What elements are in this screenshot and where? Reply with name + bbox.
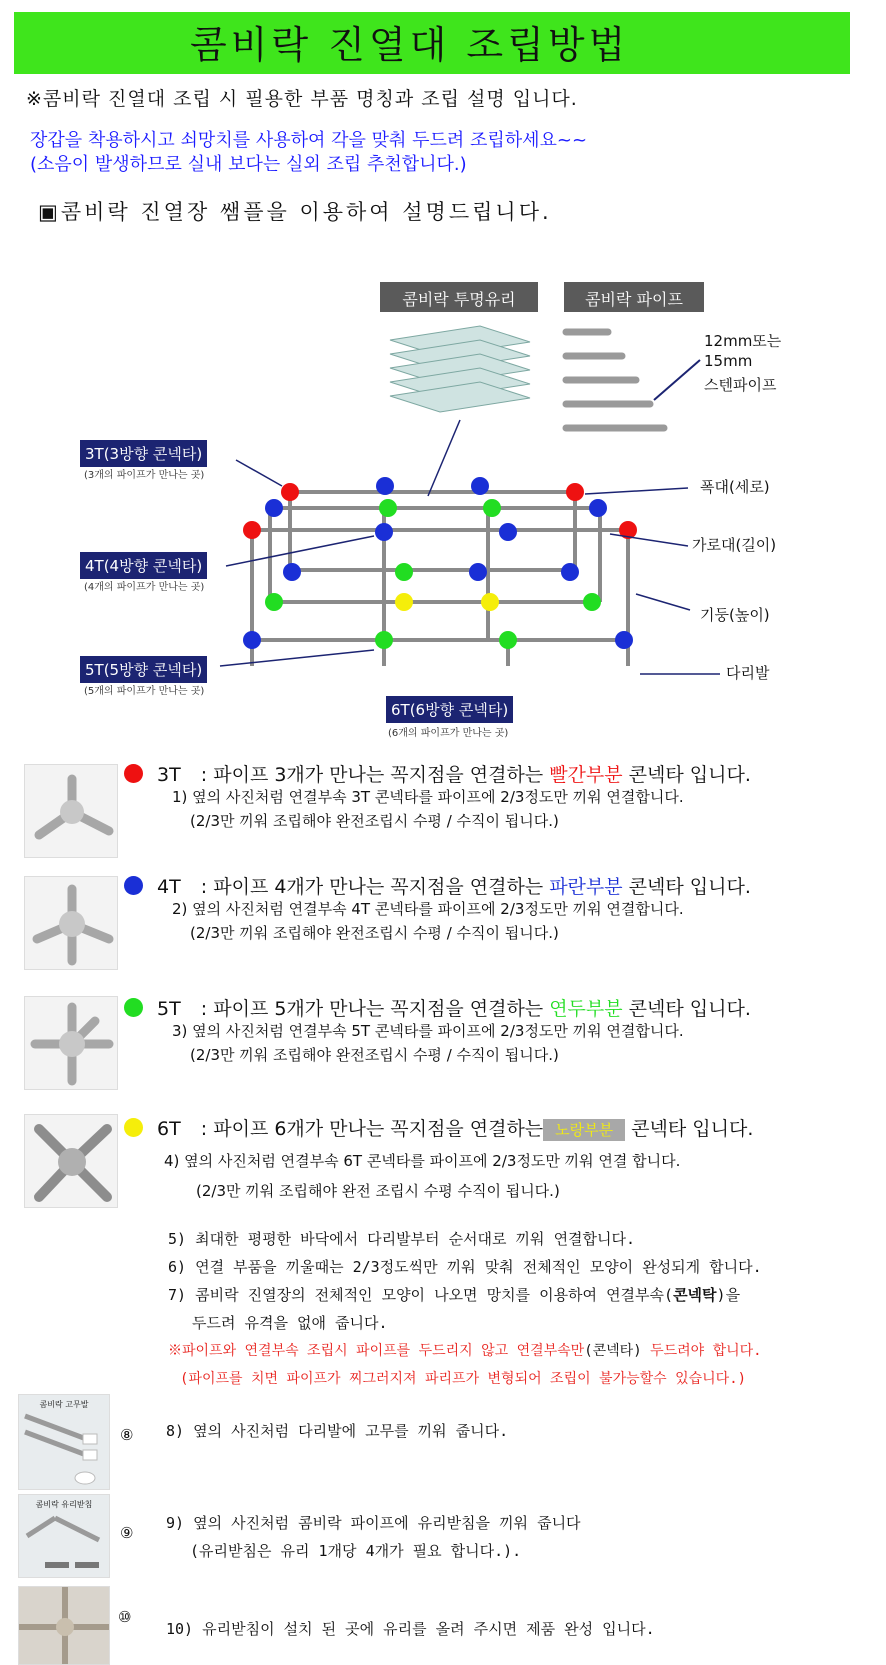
tip-line-1: 장갑을 착용하시고 쇠망치를 사용하여 각을 맞춰 두드려 조립하세요~~ [30, 130, 588, 151]
connector-desc: : 파이프 6개가 만나는 꼭지점을 연결하는 [200, 1118, 544, 1140]
warning-line-2: (파이프를 치면 파이프가 찌그러지져 파리프가 변형되어 조립이 불가능할수 있습니다.) [180, 1371, 747, 1387]
connector-6t-label: 6T(6방향 콘넥타) [386, 696, 513, 723]
connector-bold: 콘넥탁 [673, 1286, 717, 1304]
connector-5t-note: (5개의 파이프가 만나는 곳) [84, 686, 205, 697]
connector-code: 3T [157, 764, 181, 786]
step-9-note: (유리받침은 유리 1개당 4개가 필요 합니다.). [190, 1542, 522, 1560]
connector-5t-photo [24, 996, 118, 1090]
pipe-spec-1: 12mm또는 [704, 332, 782, 350]
green-dot-icon [124, 998, 143, 1017]
step-9: 9) 옆의 사진처럼 콤비락 파이프에 유리받침을 끼워 줍니다 [166, 1514, 581, 1532]
connector-4t-note: (4개의 파이프가 만나는 곳) [84, 582, 205, 593]
connector-5t-sub1: 3) 옆의 사진처럼 연결부속 5T 콘넥타를 파이프에 2/3정도만 끼워 연결합니다. [172, 1022, 684, 1040]
tip-line-2: (소음이 발생하므로 실내 보다는 실외 조립 추천합니다.) [30, 154, 467, 175]
warning-line-1: ※파이프와 연결부속 조립시 파이프를 두드리지 않고 연결부속만(콘넥타) 두드려야 합니다. [168, 1343, 762, 1359]
connector-3t-note: (3개의 파이프가 만나는 곳) [84, 470, 205, 481]
width-bar-label: 폭대(세로) [700, 478, 770, 496]
connector-desc-end: 콘넥타 입니다. [622, 876, 751, 898]
finished-product-photo [18, 1586, 110, 1665]
connector-highlight: 빨간부분 [549, 764, 623, 786]
connector-desc-end: 콘넥타 입니다. [622, 998, 751, 1020]
connector-desc-end: 콘넥타 입니다. [625, 1118, 754, 1140]
red-dot-icon [124, 764, 143, 783]
page-title: 콤비락 진열대 조립방법 [190, 23, 630, 67]
connector-code: 5T [157, 998, 181, 1020]
connector-code: 4T [157, 876, 181, 898]
connector-desc-end: 콘넥타 입니다. [622, 764, 751, 786]
glass-stack-illustration [390, 326, 530, 412]
connector-5t-sub2: (2/3만 끼워 조립해야 완전조립시 수평 / 수직이 됩니다.) [190, 1046, 559, 1064]
connector-3t-photo [24, 764, 118, 858]
intro-text: ※콤비락 진열대 조립 시 필용한 부품 명칭과 조립 설명 입니다. [26, 88, 578, 110]
connector-6t-row [124, 1114, 753, 1141]
leg-label: 다리발 [726, 664, 770, 682]
yellow-dot-icon [124, 1118, 143, 1137]
connector-dots [243, 477, 637, 649]
connector-3t-sub1: 1) 옆의 사진처럼 연결부속 3T 콘넥타를 파이프에 2/3정도만 끼워 연결합니다. [172, 788, 684, 806]
connector-6t-sub1: 4) 옆의 사진처럼 연결부속 6T 콘넥타를 파이프에 2/3정도만 끼워 연결 합니다. [164, 1152, 681, 1170]
connector-5t-row [124, 994, 751, 1021]
connector-code: 6T [157, 1118, 181, 1140]
step-6: 6) 연결 부품을 끼울때는 2/3정도씩만 끼워 맞춰 전체적인 모양이 완성되게 합니다. [168, 1258, 762, 1276]
connector-6t-note: (6개의 파이프가 만나는 곳) [388, 728, 509, 739]
step-7: 7) 콤비락 진열장의 전체적인 모양이 나오면 망치를 이용하여 연결부속(콘넥탁)을 [168, 1286, 741, 1304]
connector-6t-photo [24, 1114, 118, 1208]
rubber-foot-photo: 콤비락 고무발 [18, 1394, 110, 1490]
sample-heading: ▣콤비락 진열장 쌤플을 이용하여 설명드립니다. [38, 200, 552, 224]
step-10-marker: ⑩ [118, 1608, 132, 1626]
step-9-marker: ⑨ [120, 1524, 134, 1542]
connector-5t-label: 5T(5방향 콘넥타) [80, 656, 207, 683]
pipe-label: 콤비락 파이프 [564, 282, 704, 312]
blue-dot-icon [124, 876, 143, 895]
connector-highlight: 파란부분 [549, 876, 623, 898]
connector-4t-row [124, 872, 751, 899]
connector-3t-sub2: (2/3만 끼워 조립해야 완전조립시 수평 / 수직이 됩니다.) [190, 812, 559, 830]
connector-6t-sub2: (2/3만 끼워 조립해야 완전 조립시 수평 수직이 됩니다.) [196, 1182, 560, 1200]
pipe-spec-2: 15mm [704, 352, 753, 370]
glass-label: 콤비락 투명유리 [380, 282, 538, 312]
connector-4t-sub1: 2) 옆의 사진처럼 연결부속 4T 콘넥타를 파이프에 2/3정도만 끼워 연결합니다. [172, 900, 684, 918]
step-8-marker: ⑧ [120, 1426, 134, 1444]
connector-highlight: 연두부분 [549, 998, 623, 1020]
column-label: 기둥(높이) [700, 606, 770, 624]
connector-4t-label: 4T(4방향 콘넥타) [80, 552, 207, 579]
connector-highlight: 노랑부분 [543, 1119, 625, 1141]
step-8: 8) 옆의 사진처럼 다리발에 고무를 끼워 줍니다. [166, 1422, 509, 1440]
glass-support-photo: 콤비락 유리받침 [18, 1494, 110, 1578]
connector-desc: : 파이프 5개가 만나는 꼭지점을 연결하는 [200, 998, 550, 1020]
connector-desc: : 파이프 3개가 만나는 꼭지점을 연결하는 [200, 764, 550, 786]
length-bar-label: 가로대(길이) [692, 536, 777, 554]
connector-desc: : 파이프 4개가 만나는 꼭지점을 연결하는 [200, 876, 550, 898]
connector-4t-photo [24, 876, 118, 970]
connector-4t-sub2: (2/3만 끼워 조립해야 완전조립시 수평 / 수직이 됩니다.) [190, 924, 559, 942]
pipe-spec-3: 스텐파이프 [704, 376, 777, 394]
connector-3t-label: 3T(3방향 콘넥타) [80, 440, 207, 467]
step-7-cont: 두드려 유격을 없애 줍니다. [192, 1314, 388, 1332]
step-10: 10) 유리받침이 설치 된 곳에 유리를 올려 주시면 제품 완성 입니다. [166, 1620, 655, 1638]
pipe-samples-illustration [566, 332, 664, 428]
connector-3t-row [124, 760, 751, 787]
step-5: 5) 최대한 평평한 바닥에서 다리발부터 순서대로 끼워 연결합니다. [168, 1230, 636, 1248]
